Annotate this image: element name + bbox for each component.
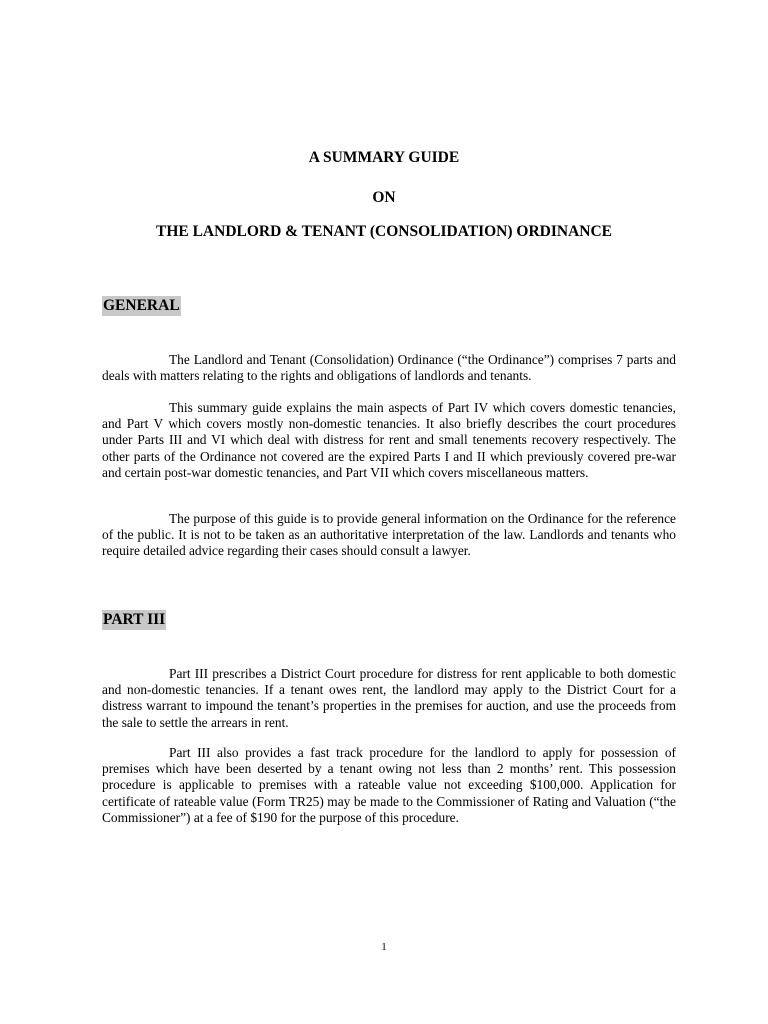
general-paragraph-1: The Landlord and Tenant (Consolidation) Ordinance (“the Ordinance”) comprises 7 parts and deals with matters relating to the rights and obligations of landlords and tenants. bbox=[102, 352, 676, 384]
general-paragraph-2: This summary guide explains the main aspects of Part IV which covers domestic tenancies, and Part V which covers mostly non-domestic tenancies. It also briefly describes the court procedures under Parts III and VI which deal with distress for rent and small tenements recovery respectively. The other parts of the Ordinance not covered are the expired Parts I and II which previously covered pre-war and certain post-war domestic tenancies, and Part VII which covers miscellaneous matters. bbox=[102, 400, 676, 480]
part-iii-paragraph-1: Part III prescribes a District Court procedure for distress for rent applicable to both domestic and non-domestic tenancies. If a tenant owes rent, the landlord may apply to the District Court for a distress warrant to impound the tenant’s properties in the premises for auction, and use the proceeds from the sale to settle the arrears in rent. bbox=[102, 666, 676, 730]
document-title-line-2: ON bbox=[372, 189, 396, 206]
page-number: 1 bbox=[381, 941, 387, 953]
part-iii-paragraph-2: Part III also provides a fast track procedure for the landlord to apply for possession of premises which have been deserted by a tenant owing not less than 2 months’ rent. This possession procedure is applicable to premises with a rateable value not exceeding $100,000. Application for certificate of rateable value (Form TR25) may be made to the Commissioner of Rating and Valuation (“the Commissioner”) at a fee of $190 for the purpose of this procedure. bbox=[102, 745, 676, 825]
section-heading-part-iii: PART III bbox=[103, 611, 166, 628]
section-heading-general: GENERAL bbox=[103, 297, 180, 314]
general-paragraph-3: The purpose of this guide is to provide general information on the Ordinance for the reference of the public. It is not to be taken as an authoritative interpretation of the law. Landlords and tenants who require detailed advice regarding their cases should consult a lawyer. bbox=[102, 511, 676, 559]
document-title-line-1: A SUMMARY GUIDE bbox=[308, 149, 460, 166]
document-title-line-3: THE LANDLORD & TENANT (CONSOLIDATION) ORDINANCE bbox=[155, 223, 613, 240]
